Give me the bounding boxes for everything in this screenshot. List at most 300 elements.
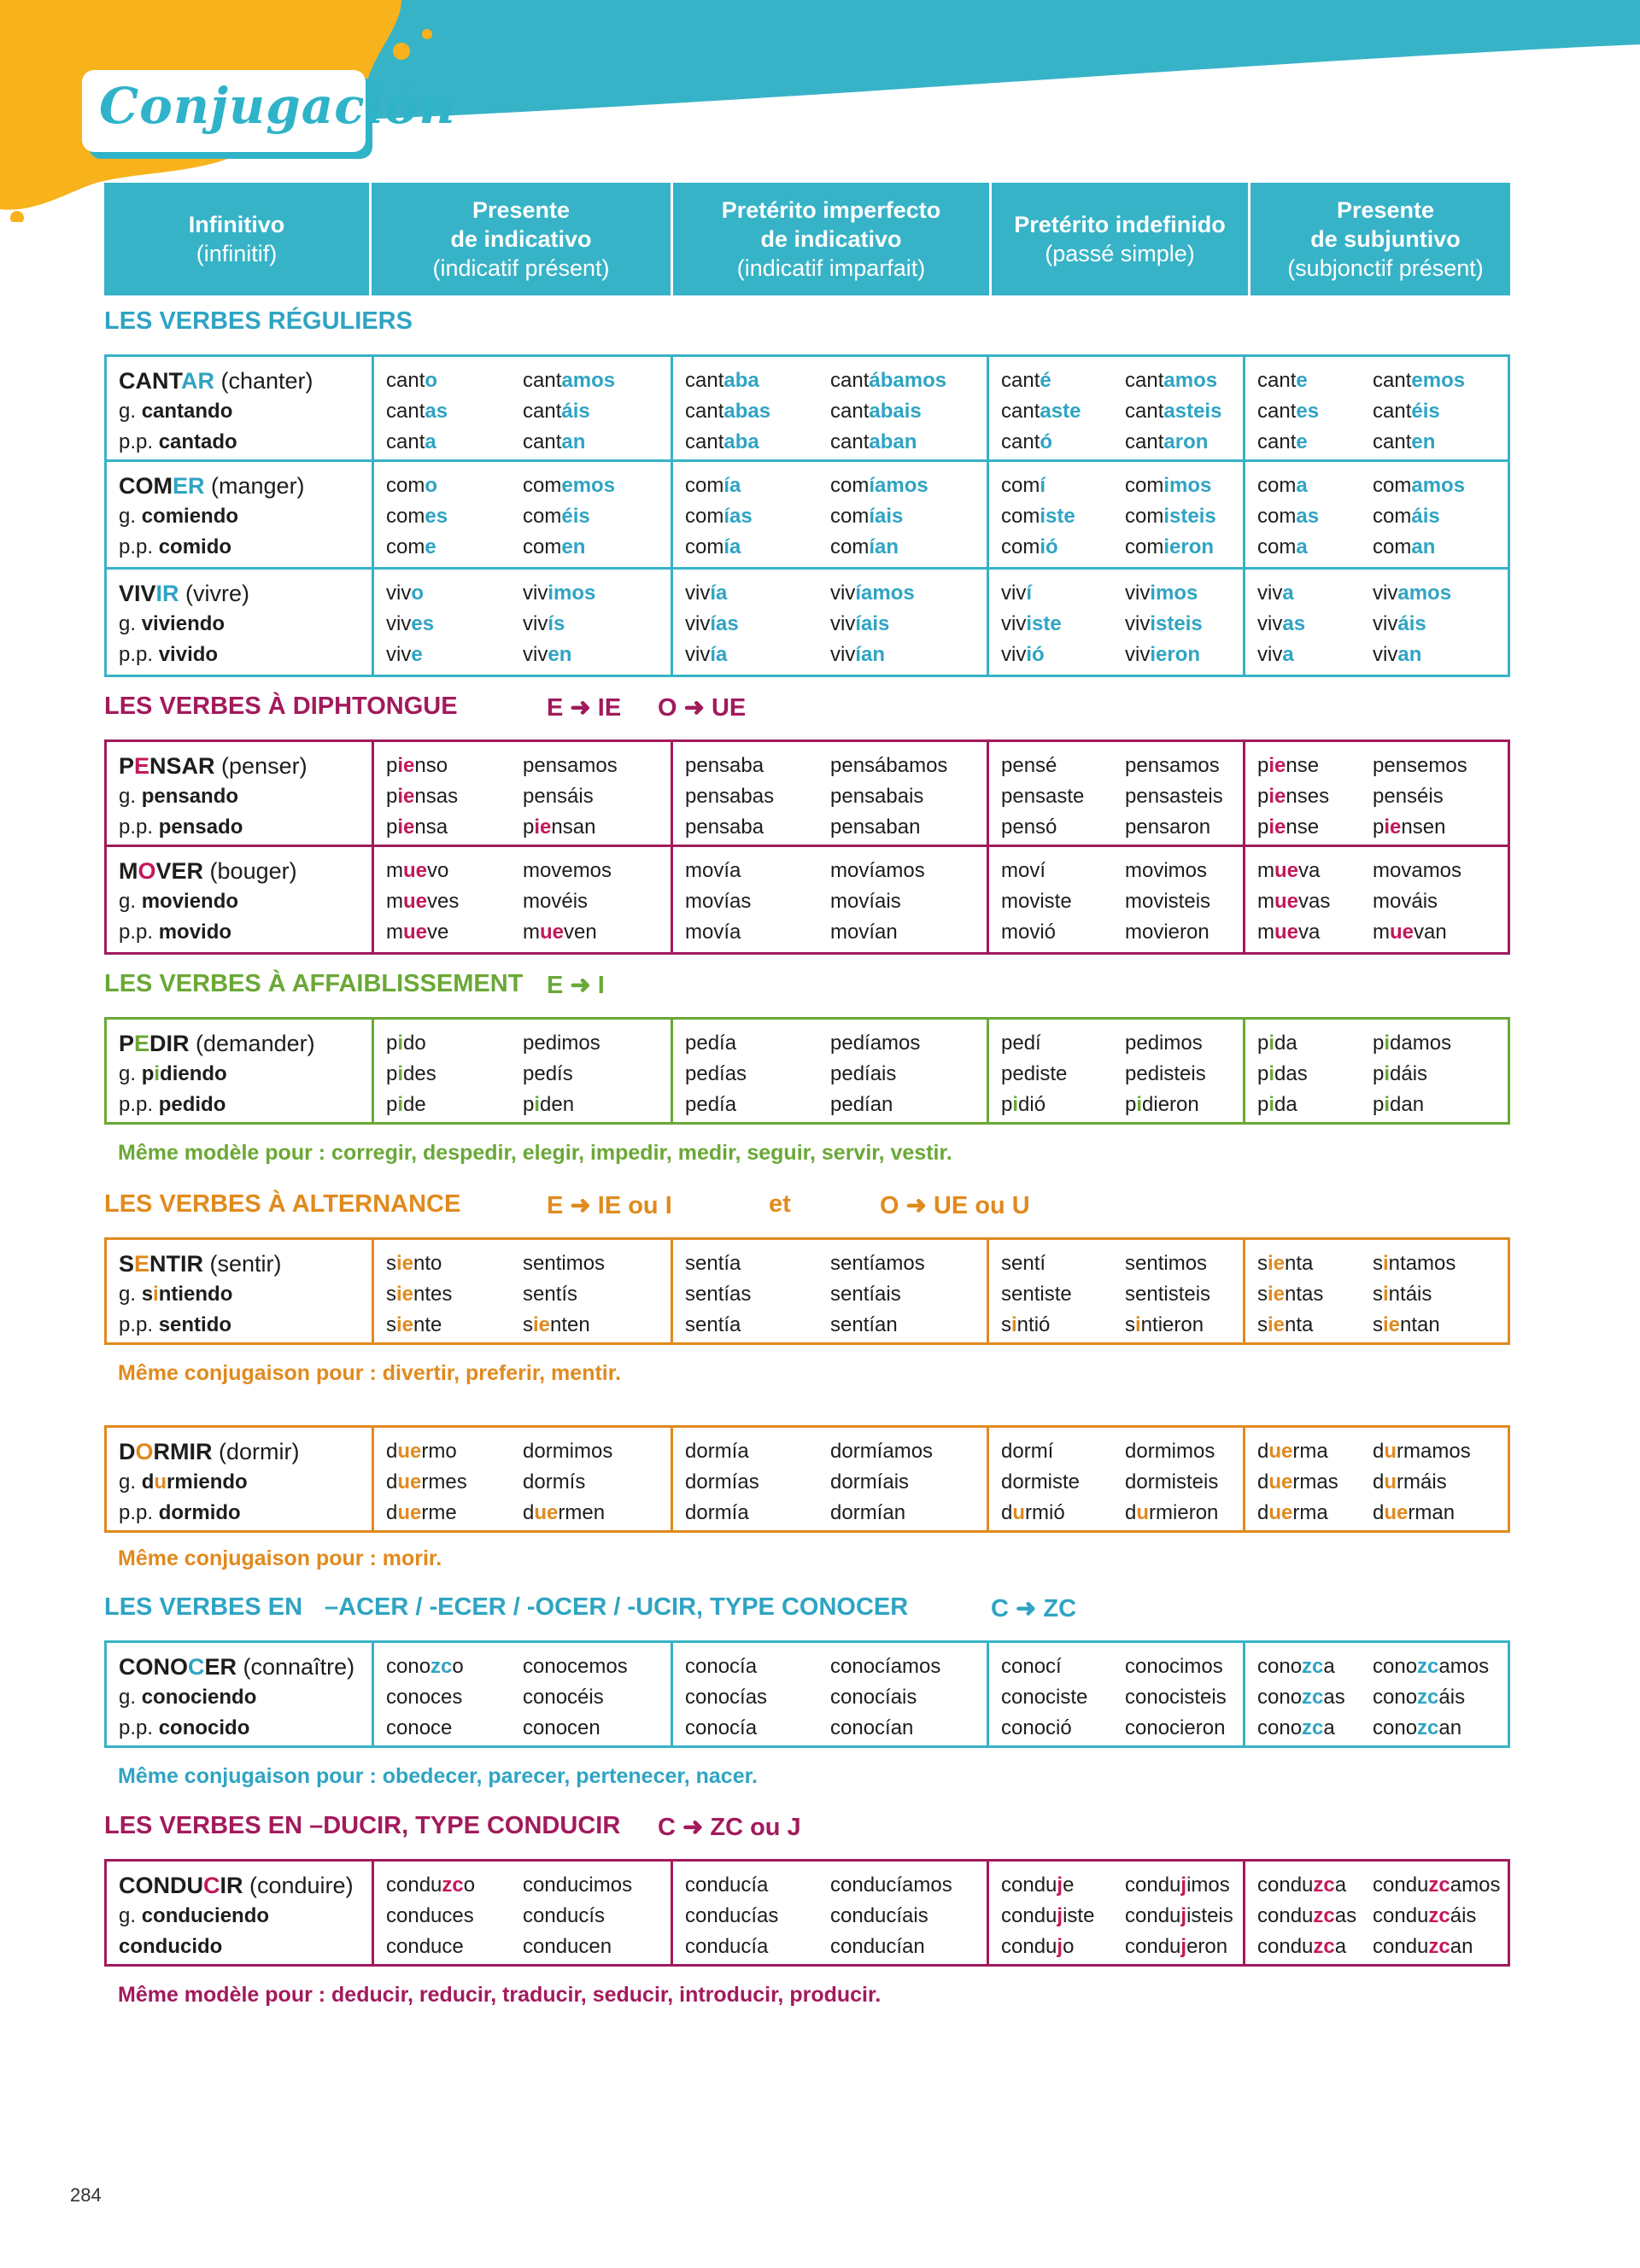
form-stem: cant xyxy=(1373,400,1412,423)
conjugated-form xyxy=(386,1059,523,1090)
conjugated-form xyxy=(1001,781,1125,812)
form-rest: sentía xyxy=(685,1252,741,1275)
infinitive-cell xyxy=(107,847,372,952)
form-change: ue xyxy=(1390,921,1414,944)
form-stem: com xyxy=(1373,474,1412,497)
form-change: j xyxy=(1180,1935,1187,1958)
form-stem: d xyxy=(386,1440,398,1463)
conjugated-form xyxy=(1257,427,1373,458)
conjugated-form xyxy=(1373,471,1527,501)
participle-prefix: p.p. xyxy=(119,921,159,944)
form-ending: a xyxy=(1296,535,1308,558)
form-stem: p xyxy=(386,785,398,808)
form-stem: viv xyxy=(1373,643,1398,666)
gerund-vowel: i xyxy=(153,1283,159,1306)
form-stem: cant xyxy=(1257,430,1297,453)
conjugated-form xyxy=(1373,427,1527,458)
verb-table-vivir xyxy=(104,570,1510,677)
form-change: j xyxy=(1057,1873,1063,1897)
conjugated-form xyxy=(1257,1467,1373,1498)
infinitive-label xyxy=(119,751,361,781)
conjugated-form xyxy=(1125,471,1257,501)
tense-cell-imp xyxy=(671,357,987,459)
form-change: ie xyxy=(1383,1313,1401,1336)
verb-stem: P xyxy=(119,1031,135,1056)
form-ending: ió xyxy=(1040,535,1058,558)
verb-ending: ER xyxy=(173,473,205,499)
conjugated-form xyxy=(685,501,830,532)
form-stem: s xyxy=(386,1313,396,1336)
form-change: i xyxy=(397,1032,404,1055)
form-ending: áis xyxy=(1411,505,1440,528)
form-ending: isteis xyxy=(1150,612,1203,635)
form-stem: d xyxy=(1257,1470,1269,1493)
conjugated-form xyxy=(830,1059,1001,1090)
past-participle-label xyxy=(119,812,361,843)
tense-cell-imp xyxy=(671,570,987,675)
conjugated-form xyxy=(386,751,523,781)
verb-rest: VER xyxy=(155,858,204,884)
form-rest: nse xyxy=(1286,815,1320,839)
conjugated-form xyxy=(685,1932,830,1962)
conjugated-form xyxy=(523,751,685,781)
header-label: Presente xyxy=(472,197,571,223)
form-rest: nse xyxy=(1286,754,1320,777)
form-ending: en xyxy=(561,535,586,558)
verb-table-pensar xyxy=(104,739,1510,847)
form-ending: aban xyxy=(869,430,917,453)
form-rest: as xyxy=(1323,1686,1345,1709)
form-rest: amos xyxy=(1450,1873,1501,1897)
tense-cell-pres xyxy=(372,1020,671,1122)
form-rest: sentíamos xyxy=(830,1252,925,1275)
form-ending: emos xyxy=(1411,369,1466,392)
section-title-alternance xyxy=(104,1190,1030,1219)
form-rest: ntan xyxy=(1400,1313,1440,1336)
form-change: ie xyxy=(396,1283,414,1306)
form-rest: o xyxy=(452,1655,464,1678)
form-ending: áis xyxy=(1397,612,1426,635)
gerund-rest: diendo xyxy=(160,1062,227,1085)
rule-e-ie: E ➜ IE xyxy=(547,694,622,722)
conjugated-form xyxy=(1001,609,1125,640)
form-ending: abas xyxy=(723,400,771,423)
tense-cell-pres xyxy=(372,1862,671,1964)
form-stem: condu xyxy=(1125,1904,1181,1927)
conjugated-form xyxy=(685,856,830,886)
infinitive-cell xyxy=(107,462,372,567)
section-title-affaiblissement xyxy=(104,970,605,999)
form-stem: p xyxy=(1373,1062,1385,1085)
verb-rest: ER xyxy=(204,1654,237,1680)
form-rest: conocemos xyxy=(523,1655,628,1678)
form-stem: p xyxy=(1373,1093,1385,1116)
infinitive-cell xyxy=(107,1862,372,1964)
conjugated-form xyxy=(386,427,523,458)
infinitive-label xyxy=(119,471,361,501)
form-rest: conocen xyxy=(523,1716,600,1739)
form-stem: p xyxy=(386,754,398,777)
form-stem: p xyxy=(1257,815,1269,839)
gerund-prefix: g. xyxy=(119,612,142,635)
gerund-form: conduciendo xyxy=(141,1904,270,1927)
header-sublabel: (indicatif imparfait) xyxy=(736,255,926,281)
form-stem: com xyxy=(1001,535,1040,558)
gerund-label xyxy=(119,501,361,532)
form-stem: p xyxy=(1373,815,1385,839)
form-rest: sentí xyxy=(1001,1252,1046,1275)
form-stem: p xyxy=(523,815,535,839)
rule-o-ue: O ➜ UE xyxy=(658,694,747,722)
form-ending: íais xyxy=(855,612,890,635)
conjugated-form xyxy=(830,917,1001,948)
form-stem: com xyxy=(386,535,425,558)
verb-stem: S xyxy=(119,1251,135,1277)
conjugated-form xyxy=(685,640,830,670)
gerund-form: conociendo xyxy=(141,1686,257,1709)
conjugated-form xyxy=(1125,1279,1257,1310)
form-ending: amos xyxy=(1411,474,1466,497)
conjugated-form xyxy=(830,1279,1001,1310)
conjugated-form xyxy=(523,578,685,609)
form-stem: viv xyxy=(1125,582,1151,605)
participle-form: cantado xyxy=(158,430,237,453)
form-rest: van xyxy=(1414,921,1447,944)
conjugated-form xyxy=(1373,781,1527,812)
gerund-label xyxy=(119,1467,361,1498)
conjugated-form xyxy=(1373,1028,1527,1059)
form-ending: e xyxy=(425,535,436,558)
form-rest: conducíais xyxy=(830,1904,928,1927)
form-rest: dormimos xyxy=(523,1440,613,1463)
conjugated-form xyxy=(1373,1901,1527,1932)
form-rest: dormía xyxy=(685,1440,749,1463)
form-ending: a xyxy=(1282,643,1294,666)
conjugated-form xyxy=(685,396,830,427)
form-change: zc xyxy=(1302,1716,1324,1739)
conjugated-form xyxy=(1125,365,1257,396)
verb-translation: (sentir) xyxy=(203,1251,282,1277)
gerund-prefix: g. xyxy=(119,785,142,808)
form-rest: pensaba xyxy=(685,815,764,839)
conjugated-form xyxy=(523,1436,685,1467)
conjugated-form xyxy=(1373,856,1527,886)
infinitive-label xyxy=(119,1028,361,1059)
form-ending: áis xyxy=(561,400,590,423)
gerund-form: moviendo xyxy=(141,890,239,913)
conjugated-form xyxy=(386,471,523,501)
form-rest: movías xyxy=(685,890,752,913)
header-label: de subjuntivo xyxy=(1310,226,1461,252)
gerund-label xyxy=(119,781,361,812)
conjugated-form xyxy=(830,1651,1001,1682)
form-rest: da xyxy=(1274,1032,1297,1055)
conjugated-form xyxy=(685,1310,830,1341)
form-stem: com xyxy=(386,505,425,528)
conjugated-form xyxy=(830,1436,1001,1467)
verb-translation: (manger) xyxy=(204,473,305,499)
conjugated-form xyxy=(685,532,830,563)
form-stem: d xyxy=(386,1470,398,1493)
section-title-text-2: –ACER / -ECER / -OCER / -UCIR, TYPE CONOCER xyxy=(325,1593,909,1621)
tense-cell-subj xyxy=(1243,1643,1513,1745)
conjugated-form xyxy=(523,1059,685,1090)
conjugated-form xyxy=(1001,365,1125,396)
tense-cell-subj xyxy=(1243,1862,1513,1964)
form-rest: conocisteis xyxy=(1125,1686,1227,1709)
note-affaiblissement: Même modèle pour : corregir, despedir, elegir, impedir, medir, seguir, servir, vestir. xyxy=(118,1141,952,1165)
note-sentir: Même conjugaison pour : divertir, preferir, mentir. xyxy=(118,1361,622,1385)
conjugated-form xyxy=(386,501,523,532)
gerund-prefix: g. xyxy=(119,505,142,528)
conjugated-form xyxy=(1001,501,1125,532)
page-title: Conjugación xyxy=(99,77,456,135)
form-rest: conoces xyxy=(386,1686,463,1709)
form-rest: pedían xyxy=(830,1093,893,1116)
tense-cell-pres xyxy=(372,847,671,952)
form-stem: p xyxy=(523,1093,535,1116)
form-rest: movía xyxy=(685,921,741,944)
verb-table-dormir xyxy=(104,1425,1510,1533)
tense-cell-subj xyxy=(1243,570,1513,675)
form-change: ue xyxy=(397,1470,422,1493)
section-title-regulares: LES VERBES RÉGULIERS xyxy=(104,307,413,335)
form-rest: nta xyxy=(1285,1313,1314,1336)
verb-translation: (conduire) xyxy=(243,1873,354,1898)
section-title-text: LES VERBES À ALTERNANCE xyxy=(104,1190,461,1218)
form-stem: s xyxy=(386,1283,396,1306)
participle-prefix: p.p. xyxy=(119,1501,159,1524)
conjugated-form xyxy=(1373,365,1527,396)
form-rest: dormí xyxy=(1001,1440,1054,1463)
form-rest: pediste xyxy=(1001,1062,1068,1085)
verb-table-conocer xyxy=(104,1640,1510,1748)
form-rest: conducía xyxy=(685,1935,769,1958)
conjugated-form xyxy=(1257,856,1373,886)
conjugated-form xyxy=(830,1028,1001,1059)
form-rest: pensaron xyxy=(1125,815,1211,839)
gerund-prefix: g. xyxy=(119,890,142,913)
form-stem: d xyxy=(1001,1501,1013,1524)
form-rest: isteis xyxy=(1186,1904,1233,1927)
gerund-prefix: g. xyxy=(119,1062,142,1085)
tense-cell-ind xyxy=(987,847,1243,952)
column-header-bar xyxy=(104,183,1510,295)
form-rest: sentimos xyxy=(1125,1252,1208,1275)
conjugated-form xyxy=(386,1651,523,1682)
form-rest: pedimos xyxy=(1125,1032,1203,1055)
form-rest: nta xyxy=(1285,1252,1314,1275)
gerund-rest: rmiendo xyxy=(167,1470,248,1493)
section-title-diphtongue xyxy=(104,693,747,722)
section-title-text: LES VERBES EN xyxy=(104,1593,303,1621)
form-stem: d xyxy=(523,1501,535,1524)
conjugated-form xyxy=(1125,1436,1257,1467)
conjugated-form xyxy=(1373,1248,1527,1279)
tense-cell-ind xyxy=(987,462,1243,567)
gerund-label xyxy=(119,1682,361,1713)
conjugated-form xyxy=(523,609,685,640)
form-change: ue xyxy=(1268,1501,1293,1524)
form-stem: condu xyxy=(1001,1935,1057,1958)
form-stem: p xyxy=(1001,1093,1013,1116)
conjugated-form xyxy=(830,532,1001,563)
form-stem: s xyxy=(1257,1283,1268,1306)
conjugated-form xyxy=(685,1713,830,1744)
form-ending: es xyxy=(411,612,435,635)
form-stem: cant xyxy=(1001,430,1040,453)
form-ending: ó xyxy=(1040,430,1053,453)
conjugated-form xyxy=(523,917,685,948)
form-rest: conocieron xyxy=(1125,1716,1226,1739)
tense-cell-subj xyxy=(1243,742,1513,845)
conjugated-form xyxy=(386,1248,523,1279)
tense-cell-pres xyxy=(372,570,671,675)
gerund-form: viviendo xyxy=(141,612,226,635)
form-stem: viv xyxy=(830,643,856,666)
gerund-label xyxy=(119,396,361,427)
gerund-prefix: g. xyxy=(119,1283,142,1306)
participle-form: conducido xyxy=(119,1935,223,1958)
conjugated-form xyxy=(386,1028,523,1059)
infinitive-cell xyxy=(107,1020,372,1122)
conjugated-form xyxy=(685,1279,830,1310)
form-ending: imos xyxy=(548,582,596,605)
form-change: i xyxy=(1383,1252,1389,1275)
tense-cell-ind xyxy=(987,357,1243,459)
form-stem: d xyxy=(1373,1440,1385,1463)
conjugated-form xyxy=(523,365,685,396)
gerund-label xyxy=(119,1279,361,1310)
verb-stem: CONO xyxy=(119,1654,188,1680)
form-rest: dormiste xyxy=(1001,1470,1081,1493)
form-ending: iste xyxy=(1040,505,1075,528)
rule-e-ie-i: E ➜ IE ou I xyxy=(547,1192,672,1219)
header-label: Pretérito indefinido xyxy=(1014,212,1226,237)
conjugated-form xyxy=(1001,751,1125,781)
infinitive-cell xyxy=(107,1428,372,1530)
form-rest: rmo xyxy=(421,1440,457,1463)
form-change: j xyxy=(1180,1904,1187,1927)
form-stem: viv xyxy=(523,612,548,635)
form-stem: viv xyxy=(830,612,856,635)
form-rest: conociste xyxy=(1001,1686,1088,1709)
note-dormir: Même conjugaison pour : morir. xyxy=(118,1546,442,1570)
form-stem: com xyxy=(523,535,562,558)
form-rest: conocíamos xyxy=(830,1655,941,1678)
conjugated-form xyxy=(1257,609,1373,640)
conjugated-form xyxy=(1257,812,1373,843)
form-change: ie xyxy=(396,1252,414,1275)
form-change: ie xyxy=(533,1313,551,1336)
form-stem: p xyxy=(386,1032,398,1055)
rule-and: et xyxy=(769,1190,791,1218)
form-stem: viv xyxy=(1001,643,1027,666)
tense-cell-imp xyxy=(671,742,987,845)
conjugated-form xyxy=(1001,1467,1125,1498)
conjugated-form xyxy=(1001,640,1125,670)
conjugated-form xyxy=(1125,1028,1257,1059)
form-change: ie xyxy=(397,754,415,777)
form-rest: pedíais xyxy=(830,1062,897,1085)
form-rest: sentís xyxy=(523,1283,578,1306)
participle-prefix: p.p. xyxy=(119,1093,159,1116)
form-change: i xyxy=(1011,1313,1017,1336)
form-ending: ábamos xyxy=(869,369,947,392)
form-ending: íamos xyxy=(855,582,915,605)
form-ending: e xyxy=(411,643,423,666)
form-stem: m xyxy=(1373,921,1390,944)
form-rest: dieron xyxy=(1142,1093,1199,1116)
form-change: ue xyxy=(534,1501,559,1524)
form-rest: pensamos xyxy=(523,754,618,777)
form-change: j xyxy=(1057,1904,1063,1927)
form-stem: m xyxy=(523,921,540,944)
conjugated-form xyxy=(830,1870,1001,1901)
conjugated-form xyxy=(830,1932,1001,1962)
form-rest: sentisteis xyxy=(1125,1283,1211,1306)
participle-prefix: p.p. xyxy=(119,535,159,558)
gerund-vowel: i xyxy=(154,1062,161,1085)
gerund-prefix: g. xyxy=(119,400,142,423)
form-stem: com xyxy=(1257,535,1297,558)
form-rest: rmes xyxy=(421,1470,467,1493)
conjugated-form xyxy=(1257,1028,1373,1059)
participle-prefix: p.p. xyxy=(119,1716,159,1739)
verb-table-pedir xyxy=(104,1017,1510,1125)
form-ending: amos xyxy=(561,369,616,392)
form-stem: d xyxy=(1257,1440,1269,1463)
form-rest: pedimos xyxy=(523,1032,600,1055)
gerund-form: cantando xyxy=(141,400,233,423)
infinitive-label xyxy=(119,1436,361,1467)
form-rest: conocía xyxy=(685,1716,758,1739)
form-rest: ntas xyxy=(1285,1283,1324,1306)
conjugated-form xyxy=(1125,501,1257,532)
conjugated-form xyxy=(386,1713,523,1744)
form-stem: cant xyxy=(386,430,425,453)
form-stem: com xyxy=(830,505,870,528)
form-stem: com xyxy=(1125,474,1164,497)
conjugated-form xyxy=(1001,427,1125,458)
form-stem: com xyxy=(685,474,724,497)
form-rest: pensaban xyxy=(830,815,921,839)
form-change: j xyxy=(1057,1935,1063,1958)
conjugated-form xyxy=(685,1028,830,1059)
section-title-conocer xyxy=(104,1593,1077,1622)
form-rest: movíamos xyxy=(830,859,925,882)
conjugated-form xyxy=(830,1467,1001,1498)
conjugated-form xyxy=(830,609,1001,640)
verb-rest: RMIR xyxy=(153,1439,213,1464)
conjugated-form xyxy=(685,1651,830,1682)
tense-cell-ind xyxy=(987,742,1243,845)
form-ending: es xyxy=(1296,400,1320,423)
verb-table-conducir xyxy=(104,1859,1510,1967)
conjugated-form xyxy=(1257,1090,1373,1120)
conjugated-form xyxy=(1125,1713,1257,1744)
form-ending: o xyxy=(411,582,425,605)
rule-c-zc: C ➜ ZC xyxy=(991,1595,1077,1622)
tense-cell-pres xyxy=(372,1240,671,1342)
form-rest: dormimos xyxy=(1125,1440,1215,1463)
conjugated-form xyxy=(1257,640,1373,670)
verb-translation: (chanter) xyxy=(214,368,313,394)
form-rest: mováis xyxy=(1373,890,1438,913)
tense-cell-pres xyxy=(372,1428,671,1530)
form-stem: com xyxy=(1257,474,1297,497)
form-stem: com xyxy=(1001,505,1040,528)
